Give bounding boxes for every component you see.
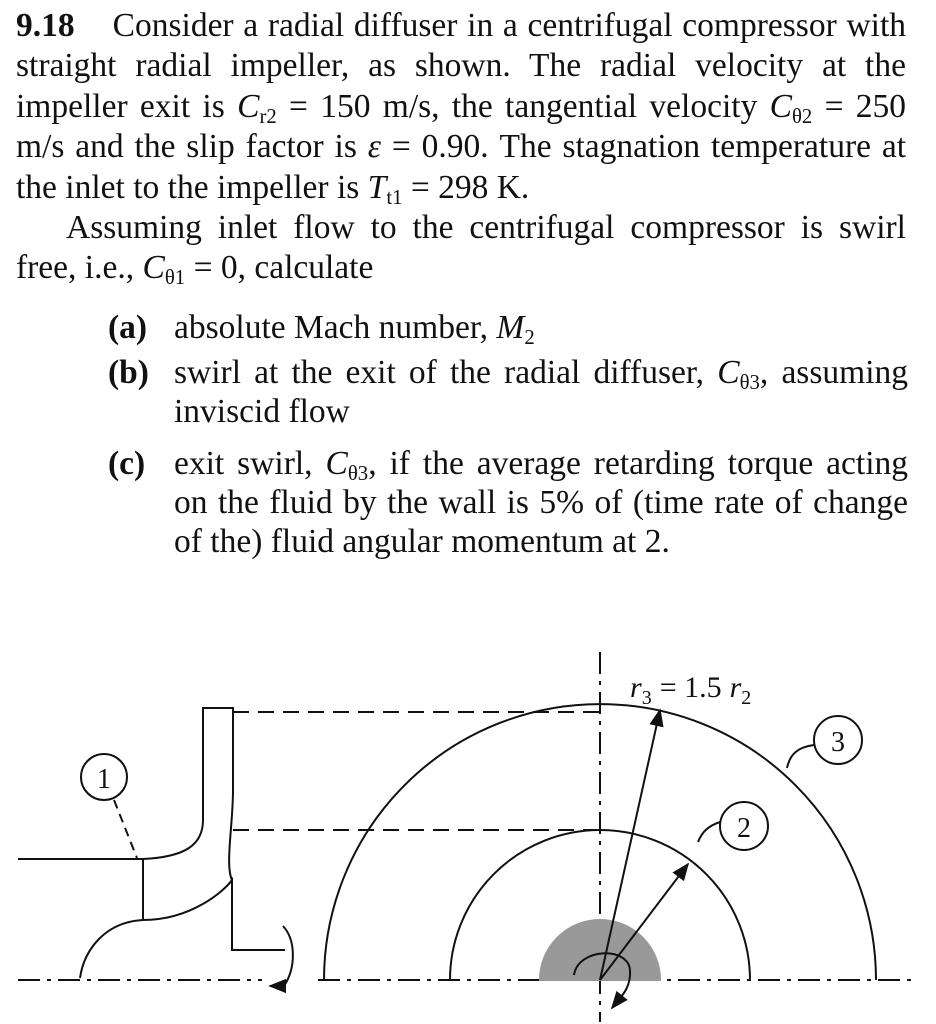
part-b bbox=[108, 353, 908, 431]
station-3-leader bbox=[787, 745, 814, 768]
intro-text-2: = 150 m/s, the tangential velocity bbox=[289, 87, 758, 125]
radius-r2-symbol: r bbox=[729, 671, 742, 704]
part-b-text-2: , assuming inviscid flow bbox=[174, 354, 909, 430]
intro-text-1: Consider a radial diffuser in a centrifugal compressor with straight radial impeller, as shown. The radial velocity at the impeller exit is bbox=[16, 7, 906, 125]
problem-paragraph-2 bbox=[16, 208, 906, 289]
hub-disk bbox=[540, 920, 660, 980]
construction-lines bbox=[233, 712, 600, 830]
cr2-subscript: r2 bbox=[259, 104, 277, 128]
radius-r2-subscript: 2 bbox=[741, 687, 752, 709]
part-c-subscript: θ3 bbox=[347, 461, 369, 485]
part-b-body bbox=[174, 353, 908, 431]
station-2-label: 2 bbox=[737, 813, 751, 844]
part-b-symbol: C bbox=[717, 354, 740, 391]
station-1-label: 1 bbox=[97, 764, 111, 795]
rotation-arrow-center bbox=[612, 998, 620, 1008]
problem-paragraph-1 bbox=[16, 6, 906, 208]
part-c-text-2: , if the average retarding torque acting on the fluid by the wall is 5% of (time rate of change of the) fluid angular momentum at 2. bbox=[174, 445, 909, 560]
hub-curve bbox=[143, 880, 285, 950]
station-2-leader bbox=[698, 822, 720, 842]
centerlines bbox=[18, 652, 912, 1022]
shroud-curve bbox=[143, 708, 233, 880]
station-1-leader bbox=[114, 800, 137, 858]
rotation-swirl-left bbox=[283, 926, 293, 986]
part-c-label: (c) bbox=[108, 445, 146, 482]
slip-factor-symbol: ε bbox=[367, 128, 381, 166]
part-a-label: (a) bbox=[108, 309, 148, 346]
problem-statement bbox=[16, 6, 906, 289]
radius-equals: = 1.5 bbox=[659, 671, 722, 704]
part-a-symbol: M bbox=[496, 309, 525, 346]
impeller-side-view bbox=[18, 708, 293, 986]
intro-text-5: = 298 K. bbox=[410, 168, 530, 206]
diffuser-figure bbox=[0, 650, 936, 1024]
cr2-symbol: C bbox=[237, 87, 260, 125]
part-b-label: (b) bbox=[108, 354, 149, 391]
part-a-text: absolute Mach number, bbox=[174, 309, 489, 346]
radius-label bbox=[630, 671, 751, 709]
ctheta1-symbol: C bbox=[142, 249, 165, 287]
part-a-body bbox=[174, 308, 908, 347]
part-c-body bbox=[174, 444, 908, 561]
station-3-label: 3 bbox=[831, 727, 845, 758]
part-b-text-1: swirl at the exit of the radial diffuser, bbox=[174, 354, 705, 391]
question-parts bbox=[108, 308, 908, 561]
part-c-symbol: C bbox=[325, 445, 348, 482]
radius-r3-symbol: r bbox=[630, 671, 642, 704]
part-a-subscript: 2 bbox=[524, 325, 535, 349]
ctheta2-subscript: θ2 bbox=[791, 104, 813, 128]
radius-r3-subscript: 3 bbox=[641, 687, 652, 709]
ctheta2-symbol: C bbox=[769, 87, 792, 125]
assume-text-1: Assuming inlet flow to the centrifugal compressor is swirl free, i.e., bbox=[16, 209, 906, 287]
part-c bbox=[108, 444, 908, 561]
part-a bbox=[108, 308, 908, 347]
tt1-subscript: t1 bbox=[386, 185, 403, 209]
tt1-symbol: T bbox=[367, 168, 387, 206]
problem-number: 9.18 bbox=[16, 7, 75, 44]
part-b-subscript: θ3 bbox=[739, 370, 760, 394]
part-c-text-1: exit swirl, bbox=[174, 445, 313, 482]
assume-text-2: = 0, calculate bbox=[193, 249, 374, 287]
hub-lower-curve bbox=[80, 920, 143, 978]
intro-text-3: = 250 m/s and the slip factor is bbox=[16, 87, 907, 166]
ctheta1-subscript: θ1 bbox=[164, 266, 186, 290]
intro-text-4: = 0.90. The stagnation temperature at the inlet to the impeller is bbox=[16, 128, 907, 206]
